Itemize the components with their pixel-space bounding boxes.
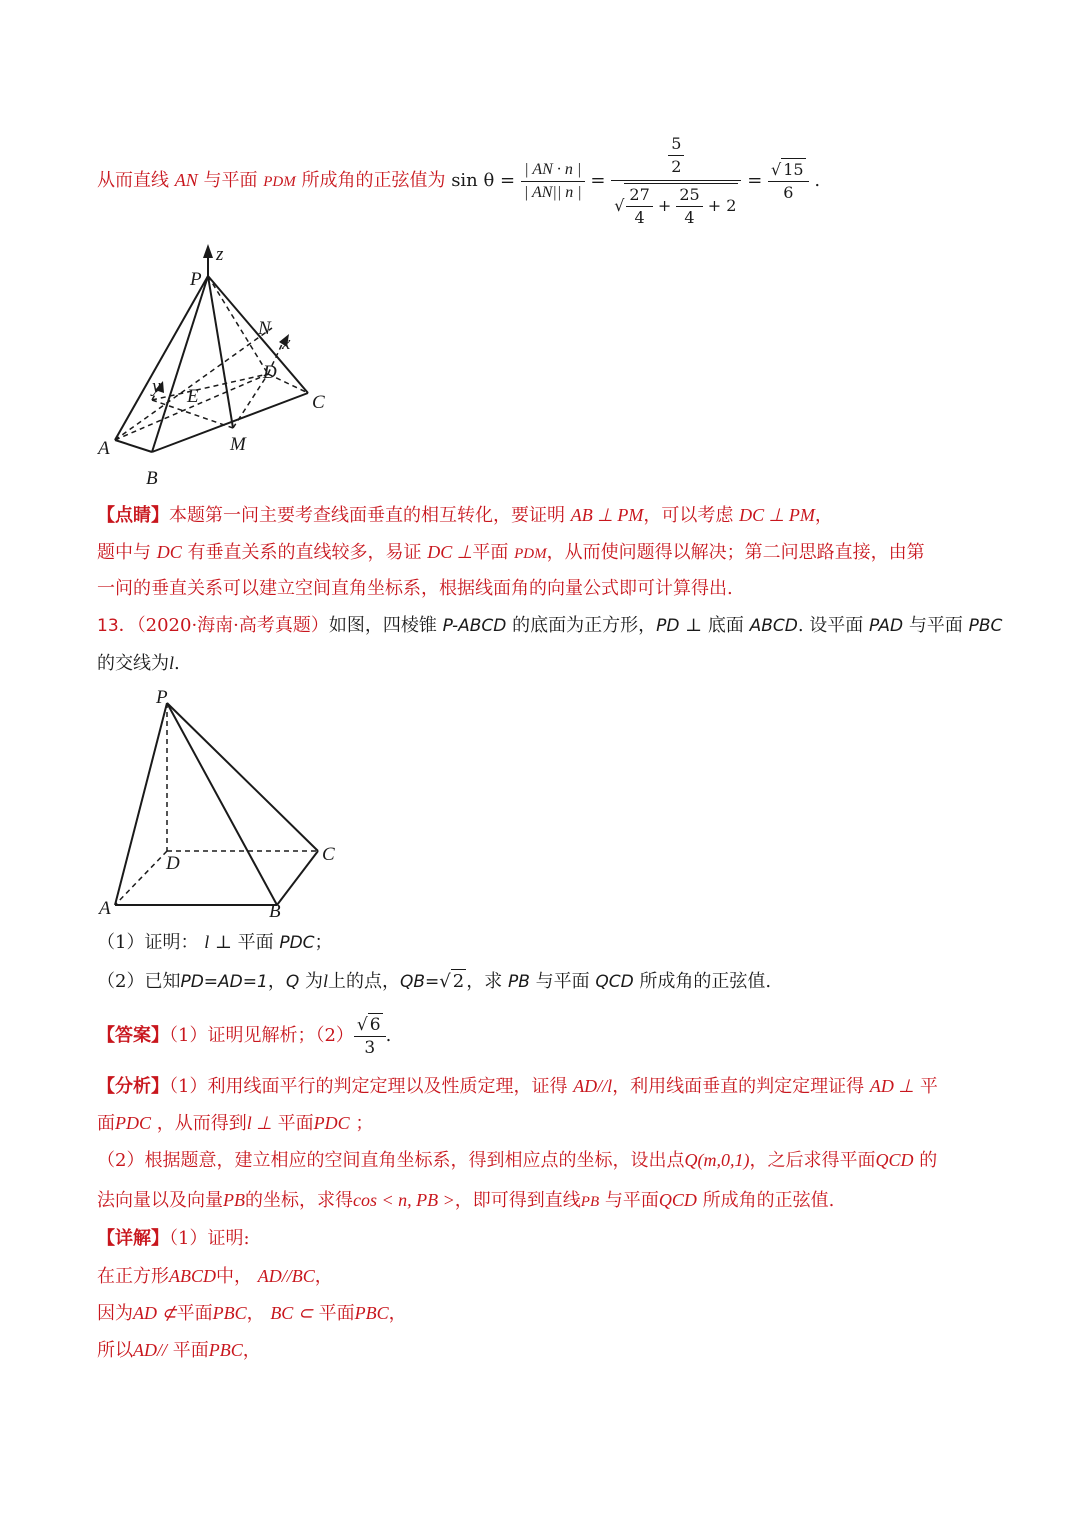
formula-sin-label: sin θ = bbox=[451, 170, 516, 191]
formula-f1-den: | AN|| n | bbox=[523, 183, 582, 201]
math-qb: QB= bbox=[399, 972, 440, 992]
math-pad: PAD bbox=[869, 616, 904, 636]
formula-line bbox=[97, 130, 820, 230]
question-text: ，求 bbox=[466, 971, 503, 992]
figure-2-pyramid bbox=[90, 683, 350, 923]
label-x: x bbox=[282, 333, 291, 354]
math-ab-perp-pm: AB ⊥ PM bbox=[570, 505, 644, 525]
question-text: 上的点， bbox=[327, 971, 400, 992]
detail-text: 中， bbox=[216, 1266, 252, 1287]
question-text: 所成角的正弦值. bbox=[639, 971, 772, 992]
answer-text: （1）证明见解析；（2） bbox=[169, 1025, 354, 1046]
analysis-text: ，从而得到 bbox=[156, 1113, 247, 1134]
radical-sign-icon: √ bbox=[771, 160, 782, 179]
analysis-text: （2）根据题意，建立相应的空间直角坐标系，得到相应点的坐标，设出点 bbox=[97, 1150, 685, 1171]
formula-f3-num bbox=[768, 158, 809, 182]
analysis-text: 所成角的正弦值. bbox=[702, 1190, 835, 1211]
formula-rad-tail: + 2 bbox=[707, 196, 737, 215]
math-dc-perp: DC ⊥ bbox=[427, 542, 473, 562]
problem-text: ⊥ 底面 bbox=[685, 615, 744, 636]
analysis-text: 平面 bbox=[277, 1113, 314, 1134]
radical-sign-icon: √ bbox=[356, 1015, 368, 1035]
formula-end: . bbox=[814, 170, 821, 191]
problem-13-line-2 bbox=[97, 651, 180, 676]
edge-pb bbox=[152, 276, 208, 452]
problem-text: . bbox=[174, 653, 180, 674]
question-1 bbox=[97, 930, 333, 955]
question-text: （2）已知 bbox=[97, 971, 181, 992]
math-abcd: ABCD bbox=[169, 1266, 216, 1286]
edge-pb bbox=[167, 703, 277, 905]
formula-f3-rad: 15 bbox=[783, 160, 804, 179]
math-l: l bbox=[169, 653, 175, 673]
answer-rad: 6 bbox=[369, 1015, 381, 1035]
math-cos: cos < n, PB > bbox=[353, 1190, 455, 1210]
dianjing-tag: 【点睛】 bbox=[97, 505, 169, 526]
detail-text: 所以 bbox=[97, 1340, 133, 1361]
analysis-text: ，利用线面垂直的判定定理证得 bbox=[612, 1076, 865, 1097]
analysis-line-4 bbox=[97, 1188, 834, 1214]
formula-pdm: PDM bbox=[263, 174, 296, 190]
problem-13-line-1 bbox=[97, 614, 1002, 638]
label-m: M bbox=[230, 434, 246, 455]
label-b: B bbox=[146, 468, 158, 489]
figure-1-pyramid bbox=[90, 240, 350, 495]
formula-r2-den: 4 bbox=[684, 208, 695, 227]
formula-eq-2: = bbox=[747, 170, 763, 191]
math-dc: DC bbox=[156, 542, 182, 562]
math-ad-perp: AD ⊥ bbox=[869, 1076, 915, 1096]
problem-text: 的底面为正方形， bbox=[512, 615, 657, 636]
math-ad-parallel-l: AD//l bbox=[573, 1076, 613, 1096]
formula-f2-num bbox=[611, 133, 741, 181]
math-sqrt-2: 2 bbox=[452, 971, 465, 992]
analysis-text: 法向量以及向量 bbox=[97, 1190, 223, 1211]
math-qcd: QCD bbox=[658, 1190, 697, 1210]
math-pdc: PDC bbox=[279, 933, 315, 953]
question-text: 为 bbox=[304, 971, 323, 992]
problem-text: . 设平面 bbox=[797, 615, 864, 636]
detail-text: ， bbox=[242, 1340, 261, 1361]
detail-line-2 bbox=[97, 1264, 333, 1289]
detail-text: 平面 bbox=[176, 1303, 213, 1324]
formula-mid2: 所成角的正弦值为 bbox=[301, 170, 446, 191]
formula-r2 bbox=[676, 184, 702, 229]
formula-an: AN bbox=[174, 170, 198, 190]
problem-source: ．（2020·海南·高考真题） bbox=[118, 615, 329, 636]
dianjing-text: 题中与 bbox=[97, 542, 151, 563]
math-pb: PB bbox=[580, 1194, 600, 1210]
formula-lead: 从而直线 bbox=[97, 170, 169, 191]
edge-pa bbox=[115, 703, 167, 905]
formula-f2-radicand bbox=[624, 183, 738, 229]
detail-text: ， bbox=[388, 1303, 407, 1324]
edge-pc bbox=[167, 703, 318, 851]
formula-r1 bbox=[626, 184, 652, 229]
detail-text: （1）证明: bbox=[169, 1228, 250, 1249]
problem-number: 13 bbox=[97, 616, 119, 636]
label-d: D bbox=[166, 853, 180, 874]
analysis-text: ，即可得到直线 bbox=[454, 1190, 581, 1211]
math-condition: PD=AD=1 bbox=[180, 972, 268, 992]
dianjing-text: ，从而使问题得以解决；第二问思路直接，由第 bbox=[546, 542, 925, 563]
dianjing-text: ， bbox=[814, 505, 833, 526]
label-y: y bbox=[152, 376, 161, 397]
detail-line-1 bbox=[97, 1227, 250, 1251]
analysis-text: （1）利用线面平行的判定定理以及性质定理，证得 bbox=[169, 1076, 568, 1097]
answer-tag: 【答案】 bbox=[97, 1025, 169, 1046]
formula-r2-num: 25 bbox=[676, 184, 702, 207]
detail-text: ， bbox=[314, 1266, 333, 1287]
math-pdc: PDC bbox=[115, 1113, 151, 1133]
z-arrow-icon bbox=[203, 244, 213, 258]
edge-ab bbox=[115, 440, 152, 452]
answer-num bbox=[354, 1013, 386, 1037]
dianjing-text: 有垂直关系的直线较多，易证 bbox=[187, 542, 422, 563]
label-a: A bbox=[98, 438, 110, 459]
formula-f2-num-frac bbox=[668, 133, 684, 178]
detail-text: 在正方形 bbox=[97, 1266, 169, 1287]
answer-den: 3 bbox=[364, 1038, 376, 1058]
dianjing-text: 本题第一问主要考查线面垂直的相互转化，要证明 bbox=[169, 505, 565, 526]
math-qcd: QCD bbox=[875, 1150, 914, 1170]
analysis-line-1 bbox=[97, 1074, 938, 1099]
figure-2-lines bbox=[115, 703, 318, 905]
label-n: N bbox=[258, 318, 271, 339]
problem-text: 与平面 bbox=[908, 615, 963, 636]
math-l-perp: l ⊥ bbox=[246, 1113, 272, 1133]
edge-pa bbox=[115, 276, 208, 440]
dianjing-line-1 bbox=[97, 503, 833, 528]
formula-fraction-1 bbox=[521, 159, 585, 204]
detail-text: 平面 bbox=[318, 1303, 355, 1324]
dianjing-text: 一问的垂直关系可以建立空间直角坐标系，根据线面角的向量公式即可计算得出. bbox=[97, 578, 733, 599]
detail-text: ， bbox=[246, 1303, 265, 1324]
radical-sign-icon: √ bbox=[614, 196, 625, 215]
formula-f1-num: | AN · n | bbox=[521, 159, 585, 182]
math-pbc: PBC bbox=[354, 1303, 389, 1323]
analysis-line-2 bbox=[97, 1111, 373, 1136]
problem-text: 如图，四棱锥 bbox=[328, 615, 437, 636]
math-qcd: QCD bbox=[595, 972, 634, 992]
analysis-text: 的 bbox=[919, 1150, 938, 1171]
math-pb-vector: PB bbox=[223, 1190, 245, 1210]
formula-r1-num: 27 bbox=[626, 184, 652, 207]
math-pbc: PBC bbox=[208, 1340, 243, 1360]
analysis-text: ； bbox=[355, 1113, 374, 1134]
label-a: A bbox=[99, 898, 111, 919]
label-p: P bbox=[190, 269, 202, 290]
math-q-point: Q(m,0,1) bbox=[684, 1150, 750, 1170]
math-l: l bbox=[322, 971, 328, 991]
answer-line bbox=[97, 1008, 391, 1064]
dianjing-text: ，可以考虑 bbox=[643, 505, 734, 526]
question-text: （1）证明： bbox=[97, 932, 199, 953]
math-pd: PD bbox=[656, 616, 680, 636]
detail-text: 平面 bbox=[172, 1340, 209, 1361]
label-d: D bbox=[263, 362, 277, 383]
math-bc-subset: BC ⊂ bbox=[270, 1303, 313, 1323]
label-c: C bbox=[312, 392, 325, 413]
math-q: Q bbox=[285, 972, 300, 992]
analysis-text: 平 bbox=[919, 1076, 938, 1097]
formula-expression bbox=[451, 133, 820, 229]
formula-r1-den: 4 bbox=[634, 208, 645, 227]
edge-pm bbox=[208, 276, 233, 428]
answer-end: . bbox=[385, 1025, 392, 1046]
dianjing-text: 平面 bbox=[472, 542, 509, 563]
math-abcd: ABCD bbox=[749, 616, 798, 636]
dianjing-line-2 bbox=[97, 540, 925, 566]
label-c: C bbox=[322, 844, 335, 865]
question-text: 与平面 bbox=[535, 971, 590, 992]
detail-line-4 bbox=[97, 1338, 261, 1363]
formula-eq-1: = bbox=[590, 170, 606, 191]
edge-bc bbox=[277, 851, 318, 905]
math-ad-not-subset: AD ⊄ bbox=[133, 1303, 177, 1323]
figure-1-lines bbox=[115, 252, 308, 452]
segment-an bbox=[115, 328, 272, 440]
analysis-text: 的坐标，求得 bbox=[245, 1190, 353, 1211]
formula-f3-den: 6 bbox=[783, 183, 794, 202]
math-pb: PB bbox=[507, 972, 530, 992]
analysis-text: ，之后求得平面 bbox=[749, 1150, 876, 1171]
question-text: ， bbox=[267, 971, 286, 992]
math-ad-parallel-bc: AD//BC bbox=[257, 1266, 315, 1286]
answer-fraction bbox=[354, 1013, 386, 1059]
formula-mid1: 与平面 bbox=[203, 170, 258, 191]
analysis-text: 面 bbox=[97, 1113, 115, 1134]
analysis-tag: 【分析】 bbox=[97, 1076, 169, 1097]
analysis-line-3 bbox=[97, 1148, 937, 1173]
edge-ad bbox=[115, 374, 268, 440]
label-p: P bbox=[156, 687, 168, 708]
math-pbc: PBC bbox=[968, 616, 1003, 636]
math-p-abcd: P-ABCD bbox=[442, 616, 507, 636]
formula-f2-nd: 2 bbox=[671, 157, 682, 176]
math-pdm: PDM bbox=[514, 546, 547, 562]
formula-fraction-2 bbox=[611, 133, 741, 229]
detail-text: 因为 bbox=[97, 1303, 133, 1324]
label-z: z bbox=[216, 244, 224, 265]
label-b: B bbox=[269, 901, 281, 922]
math-ad-parallel: AD// bbox=[133, 1340, 167, 1360]
math-dc-perp-pm: DC ⊥ PM bbox=[739, 505, 815, 525]
formula-f2-nn: 5 bbox=[668, 133, 684, 156]
formula-f2-den bbox=[611, 181, 741, 229]
analysis-text: 与平面 bbox=[604, 1190, 659, 1211]
math-l: l bbox=[204, 932, 210, 952]
detail-line-3 bbox=[97, 1301, 407, 1326]
dianjing-line-3 bbox=[97, 577, 733, 601]
question-text: ⊥ 平面 bbox=[214, 932, 274, 953]
question-text: ； bbox=[314, 932, 333, 953]
radical-sign-icon: √ bbox=[439, 971, 451, 992]
formula-fraction-3 bbox=[768, 158, 809, 204]
figure-2-hidden-lines bbox=[115, 703, 318, 905]
detail-tag: 【详解】 bbox=[97, 1228, 169, 1249]
question-2 bbox=[97, 969, 771, 994]
math-pbc: PBC bbox=[212, 1303, 247, 1323]
math-pdc: PDC bbox=[313, 1113, 350, 1133]
problem-text: 的交线为 bbox=[97, 653, 169, 674]
label-e: E bbox=[187, 386, 199, 407]
formula-plus: + bbox=[657, 196, 672, 215]
